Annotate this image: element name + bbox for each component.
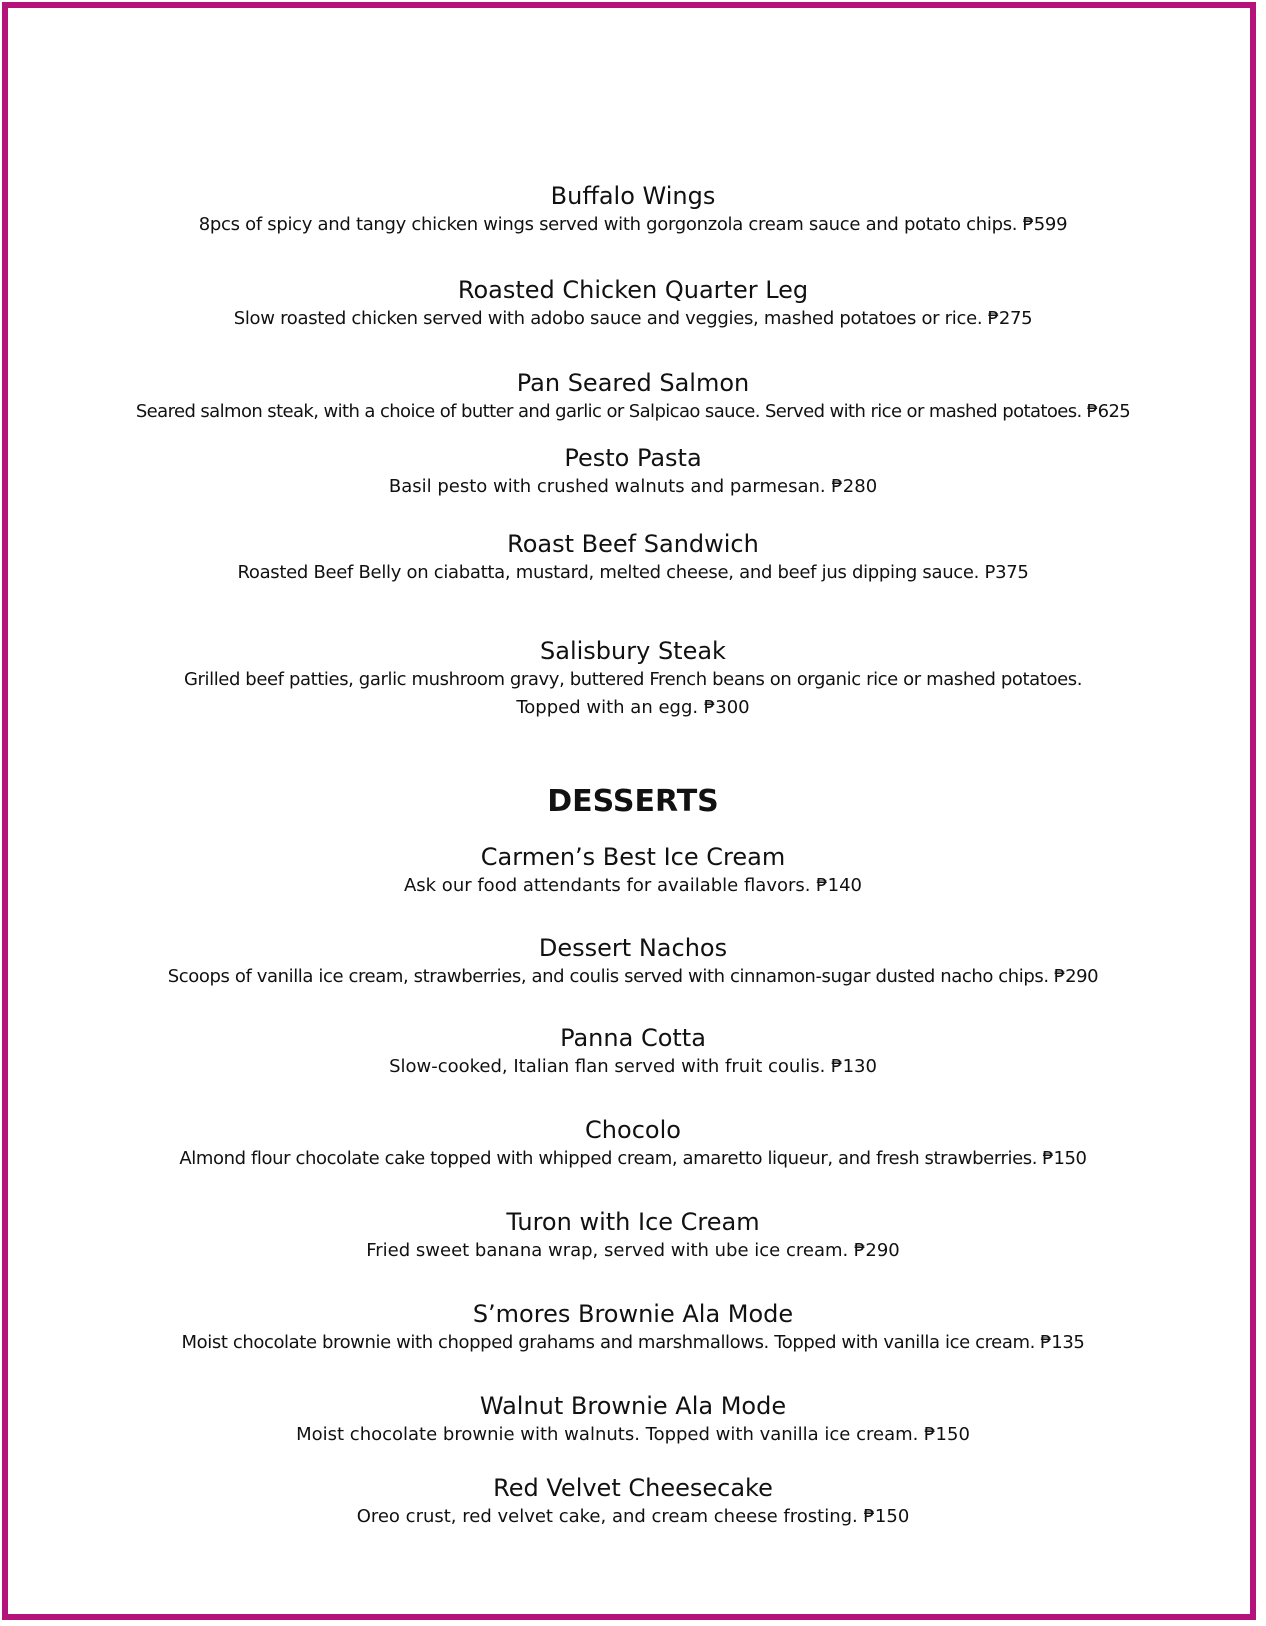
- menu-item-description: Moist chocolate brownie with chopped grahams and marshmallows. Topped with vanilla ice cream. ₱135: [181, 1332, 1085, 1353]
- menu-item-description: Basil pesto with crushed walnuts and parmesan. ₱280: [388, 476, 878, 497]
- menu-item-name: Salisbury Steak: [540, 637, 726, 665]
- menu-item-salisbury-steak: [0, 636, 1266, 722]
- menu-item-name: Pesto Pasta: [564, 444, 702, 472]
- menu-item-description: Slow roasted chicken served with adobo sauce and veggies, mashed potatoes or rice. ₱275: [233, 308, 1033, 329]
- menu-item-description: 8pcs of spicy and tangy chicken wings served with gorgonzola cream sauce and potato chips. ₱599: [198, 214, 1068, 235]
- menu-item-description: Oreo crust, red velvet cake, and cream cheese frosting. ₱150: [356, 1506, 910, 1527]
- menu-item-turon: [0, 1207, 1266, 1265]
- menu-item-description: Moist chocolate brownie with walnuts. Topped with vanilla ice cream. ₱150: [296, 1424, 970, 1445]
- menu-item-dessert-nachos: [0, 933, 1266, 991]
- menu-item-description: Roasted Beef Belly on ciabatta, mustard, melted cheese, and beef jus dipping sauce. P375: [237, 562, 1029, 583]
- menu-item-name: Turon with Ice Cream: [506, 1208, 760, 1236]
- menu-item-pan-seared-salmon: [0, 368, 1266, 426]
- menu-item-pesto-pasta: [0, 443, 1266, 501]
- menu-item-roast-beef-sandwich: [0, 529, 1266, 587]
- menu-item-description: Ask our food attendants for available flavors. ₱140: [403, 875, 863, 896]
- menu-item-panna-cotta: [0, 1023, 1266, 1081]
- menu-item-description: Slow-cooked, Italian flan served with fruit coulis. ₱130: [389, 1056, 877, 1077]
- menu-item-description: Scoops of vanilla ice cream, strawberries, and coulis served with cinnamon-sugar dusted nacho chips. ₱290: [167, 966, 1099, 987]
- menu-item-name: Roasted Chicken Quarter Leg: [457, 276, 809, 304]
- menu-item-carmens-ice-cream: [0, 842, 1266, 900]
- menu-item-description-line2: Topped with an egg. ₱300: [516, 697, 750, 718]
- menu-item-buffalo-wings: [0, 181, 1266, 239]
- menu-item-name: Buffalo Wings: [550, 182, 716, 210]
- menu-item-name: Panna Cotta: [560, 1024, 706, 1052]
- menu-item-roasted-chicken: [0, 275, 1266, 333]
- menu-item-smores-brownie: [0, 1299, 1266, 1357]
- menu-item-name: Chocolo: [585, 1116, 681, 1144]
- menu-item-red-velvet-cheesecake: [0, 1473, 1266, 1531]
- menu-item-name: Dessert Nachos: [538, 934, 728, 962]
- section-heading-desserts: DESSERTS: [547, 784, 719, 819]
- menu-item-description: Seared salmon steak, with a choice of butter and garlic or Salpicao sauce. Served with rice or mashed potatoes. ₱625: [135, 401, 1131, 422]
- menu-item-description: Grilled beef patties, garlic mushroom gravy, buttered French beans on organic rice or mashed potatoes.: [183, 669, 1083, 690]
- menu-item-name: Walnut Brownie Ala Mode: [479, 1392, 787, 1420]
- menu-item-walnut-brownie: [0, 1391, 1266, 1449]
- menu-item-description: Fried sweet banana wrap, served with ube ice cream. ₱290: [366, 1240, 900, 1261]
- menu-item-name: Red Velvet Cheesecake: [493, 1474, 773, 1502]
- menu-item-name: Pan Seared Salmon: [516, 369, 750, 397]
- menu-item-name: Roast Beef Sandwich: [507, 530, 759, 558]
- menu-item-name: S’mores Brownie Ala Mode: [472, 1300, 794, 1328]
- menu-item-name: Carmen’s Best Ice Cream: [480, 843, 786, 871]
- menu-item-chocolo: [0, 1115, 1266, 1173]
- menu-item-description: Almond flour chocolate cake topped with whipped cream, amaretto liqueur, and fresh strawberries. ₱150: [179, 1148, 1087, 1169]
